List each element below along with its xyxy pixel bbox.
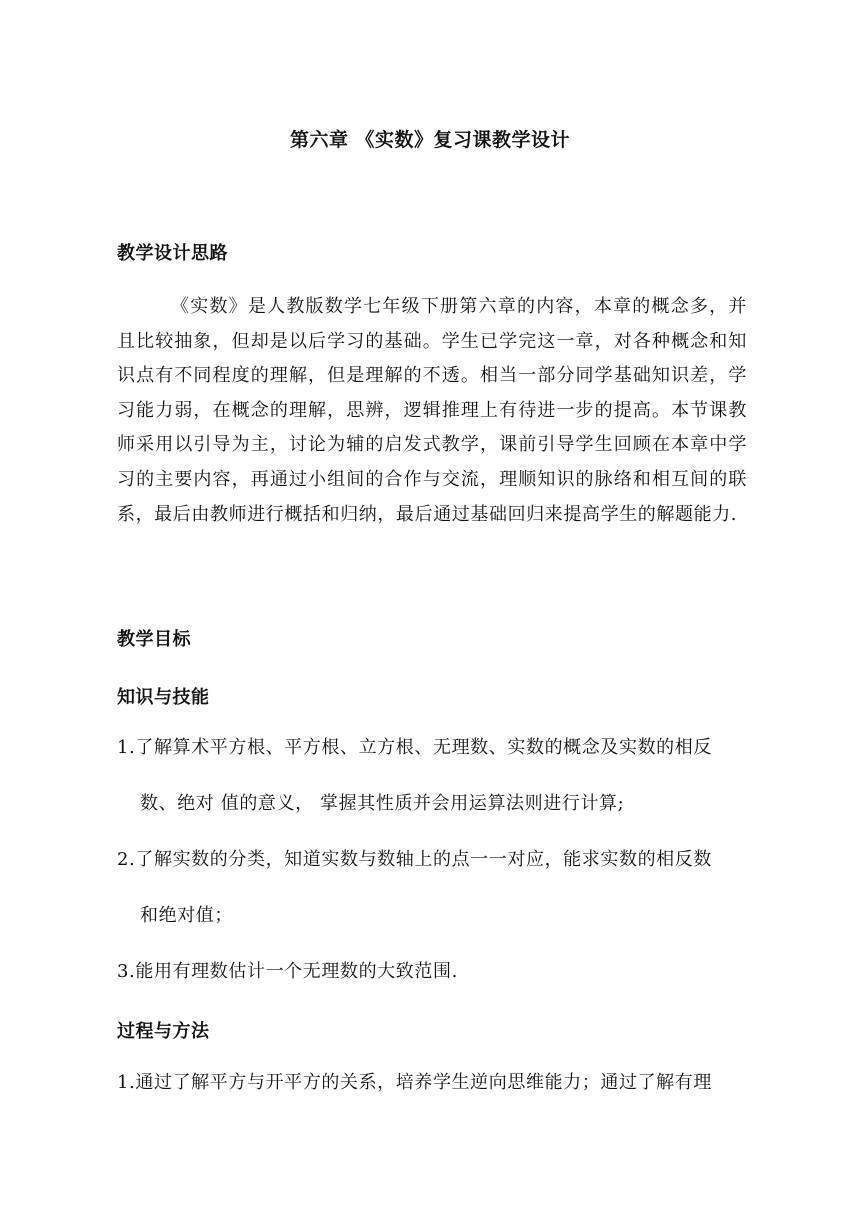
heading-design-idea: 教学设计思路	[117, 243, 228, 264]
heading-process-method: 过程与方法	[117, 1021, 210, 1042]
knowledge-item-1-line-1: 1.了解算术平方根、平方根、立方根、无理数、实数的概念及实数的相反	[117, 737, 712, 758]
design-idea-paragraph: 《实数》是人教版数学七年级下册第六章的内容，本章的概念多，并且比较抽象，但却是以后学习的基础。学生已学完这一章，对各种概念和知识点有不同程度的理解，但是理解的不透。相当一部分同学基础知识差，学习能力弱，在概念的理解，思辨，逻辑推理上有待进一步的提高。本节课教师采用以引导为主，讨论为辅的启发式教学，课前引导学生回顾在本章中学习的主要内容，再通过小组间的合作与交流，理顺知识的脉络和相互间的联系，最后由教师进行概括和归纳，最后通过基础回归来提高学生的解题能力.	[117, 296, 747, 525]
knowledge-item-2-line-1: 2.了解实数的分类，知道实数与数轴上的点一一对应，能求实数的相反数	[117, 849, 712, 870]
heading-teaching-goals: 教学目标	[117, 629, 191, 650]
knowledge-item-3: 3.能用有理数估计一个无理数的大致范围.	[117, 961, 458, 982]
process-item-1-line-1: 1.通过了解平方与开平方的关系，培养学生逆向思维能力；通过了解有理	[117, 1072, 712, 1093]
knowledge-item-2-line-2: 和绝对值；	[140, 905, 233, 926]
knowledge-item-1-line-2: 数、绝对 值的意义， 掌握其性质并会用运算法则进行计算;	[140, 793, 625, 814]
document-title: 第六章 《实数》复习课教学设计	[289, 129, 571, 151]
heading-knowledge-skills: 知识与技能	[117, 687, 210, 708]
